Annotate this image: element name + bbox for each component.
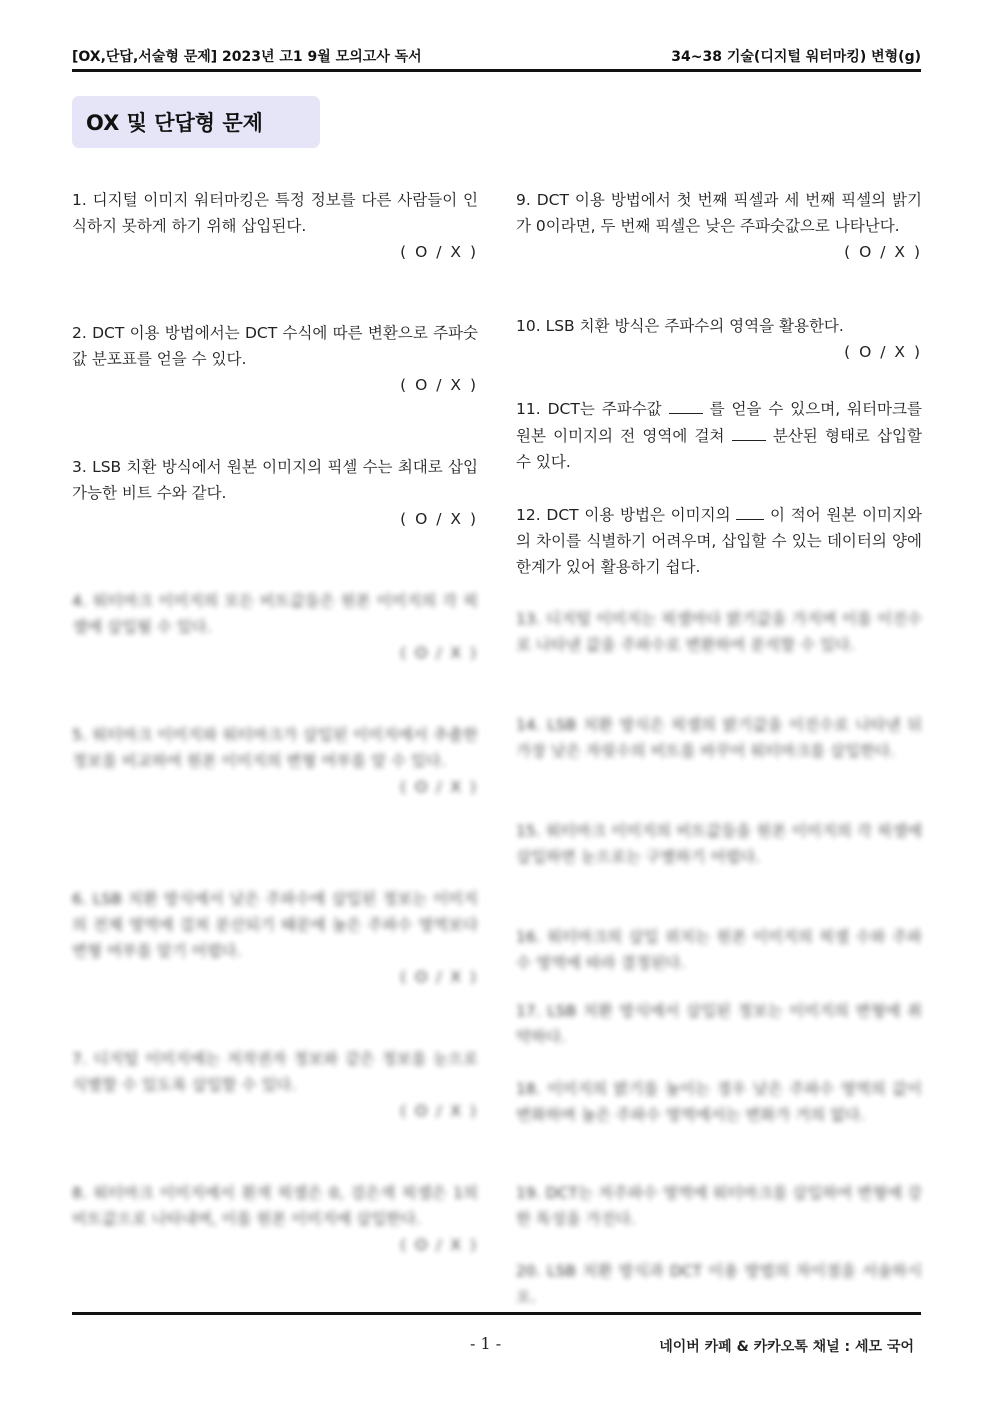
- question-5: [72, 722, 478, 800]
- ox-answer[interactable]: ( O / X ): [400, 1102, 478, 1120]
- ox-answer[interactable]: ( O / X ): [400, 644, 478, 662]
- section-title: OX 및 단답형 문제: [72, 96, 320, 148]
- question-7: [72, 1046, 478, 1124]
- question-10: [516, 313, 922, 365]
- question-text: 17. LSB 치환 방식에서 삽입된 정보는 이미지의 변형에 취약하다.: [516, 1002, 922, 1046]
- ox-answer[interactable]: ( O / X ): [400, 778, 478, 796]
- question-6: [72, 886, 478, 990]
- page-header: [72, 44, 921, 66]
- question-17: [516, 998, 922, 1050]
- answer-blank[interactable]: [732, 422, 766, 441]
- header-rule: [72, 69, 921, 72]
- question-text-part: 분산된 형태로 삽입할 수 있다.: [516, 427, 922, 471]
- question-1: [72, 187, 478, 265]
- question-text: 1. 디지털 이미지 워터마킹은 특정 정보를 다른 사람들이 인식하지 못하게 하기 위해 삽입된다.: [72, 191, 478, 235]
- question-text: 5. 워터마크 이미지와 워터마크가 삽입된 이미지에서 추출한 정보를 비교하여 원본 이미지의 변형 여부를 알 수 있다.: [72, 726, 478, 770]
- ox-answer[interactable]: ( O / X ): [400, 510, 478, 528]
- question-text: 14. LSB 치환 방식은 픽셀의 밝기값을 이진수로 나타낸 뒤 가장 낮은 자릿수의 비트를 바꾸어 워터마크를 삽입한다.: [516, 716, 922, 760]
- question-text-part: 11. DCT는 주파수값: [516, 400, 662, 418]
- question-4: [72, 588, 478, 666]
- page-number: - 1 -: [470, 1334, 502, 1353]
- question-text: 15. 워터마크 이미지의 비트값들을 원본 이미지의 각 픽셀에 삽입하면 눈으로는 구별하기 어렵다.: [516, 822, 922, 866]
- question-text: 8. 워터마크 이미지에서 흰색 픽셀은 0, 검은색 픽셀은 1의 비트값으로 나타내며, 이를 원본 이미지에 삽입한다.: [72, 1184, 478, 1228]
- header-left-title: [OX,단답,서술형 문제] 2023년 고1 9월 모의고사 독서: [72, 49, 422, 65]
- footer-rule: [72, 1312, 921, 1315]
- question-15: [516, 818, 922, 870]
- question-text: 6. LSB 치환 방식에서 낮은 주파수에 삽입된 정보는 이미지의 전체 영역에 걸쳐 분산되기 때문에 높은 주파수 영역보다 변형 여부를 알기 어렵다.: [72, 890, 478, 960]
- ox-answer[interactable]: ( O / X ): [844, 243, 922, 261]
- question-11: [516, 395, 922, 475]
- ox-answer[interactable]: ( O / X ): [400, 243, 478, 261]
- answer-blank[interactable]: [669, 395, 703, 414]
- question-text-part: 를 얻을 수 있으며, 워터마크를 원본 이미지의 전 영역에 걸쳐: [516, 400, 922, 445]
- question-13: [516, 606, 922, 658]
- question-text: 19. DCT는 저주파수 영역에 워터마크를 삽입하여 변형에 강한 특성을 가진다.: [516, 1184, 922, 1228]
- question-text: 20. LSB 치환 방식과 DCT 이용 방법의 차이점을 서술하시오.: [516, 1262, 922, 1306]
- question-8: [72, 1180, 478, 1258]
- ox-answer[interactable]: ( O / X ): [844, 343, 922, 361]
- question-14: [516, 712, 922, 764]
- question-text: 4. 워터마크 이미지의 모든 비트값들은 원본 이미지의 각 픽셀에 삽입될 수 있다.: [72, 592, 478, 636]
- ox-answer[interactable]: ( O / X ): [400, 1236, 478, 1254]
- question-9: [516, 187, 922, 265]
- question-12: [516, 501, 922, 580]
- question-text: 13. 디지털 이미지는 픽셀마다 밝기값을 가지며 이를 이진수로 나타낸 값을 주파수로 변환하여 분석할 수 있다.: [516, 610, 922, 654]
- header-right-title: 34~38 기술(디지털 워터마킹) 변형(g): [671, 49, 921, 65]
- question-text: 18. 이미지의 밝기를 높이는 경우 낮은 주파수 영역의 값이 변화하며 높은 주파수 영역에서는 변화가 거의 없다.: [516, 1080, 922, 1124]
- ox-answer[interactable]: ( O / X ): [400, 376, 478, 394]
- question-text: 9. DCT 이용 방법에서 첫 번째 픽셀과 세 번째 픽셀의 밝기가 0이라면, 두 번째 픽셀은 낮은 주파숫값으로 나타난다.: [516, 191, 922, 235]
- question-text: 7. 디지털 이미지에는 저작권자 정보와 같은 정보를 눈으로 식별할 수 있도록 삽입할 수 있다.: [72, 1050, 478, 1094]
- question-2: [72, 320, 478, 398]
- question-text-part: 이 적어 원본 이미지와의 차이를 식별하기 어려우며, 삽입할 수 있는 데이터의 양에 한계가 있어 활용하기 쉽다.: [516, 506, 922, 576]
- question-19: [516, 1180, 922, 1232]
- question-text: 2. DCT 이용 방법에서는 DCT 수식에 따른 변환으로 주파숫값 분포표를 얻을 수 있다.: [72, 324, 478, 368]
- question-text: 3. LSB 치환 방식에서 원본 이미지의 픽셀 수는 최대로 삽입 가능한 비트 수와 같다.: [72, 458, 478, 502]
- footer-channel: 네이버 카페 & 카카오톡 채널 : 세모 국어: [659, 1339, 914, 1355]
- question-text-part: 12. DCT 이용 방법은 이미지의: [516, 506, 731, 524]
- question-text: 16. 워터마크의 삽입 위치는 원본 이미지의 픽셀 수와 주파수 영역에 따라 결정된다.: [516, 928, 922, 972]
- question-text: 10. LSB 치환 방식은 주파수의 영역을 활용한다.: [516, 317, 844, 335]
- question-3: [72, 454, 478, 532]
- ox-answer[interactable]: ( O / X ): [400, 968, 478, 986]
- question-16: [516, 924, 922, 976]
- question-18: [516, 1076, 922, 1128]
- answer-blank[interactable]: [736, 501, 764, 520]
- question-20: [516, 1258, 922, 1310]
